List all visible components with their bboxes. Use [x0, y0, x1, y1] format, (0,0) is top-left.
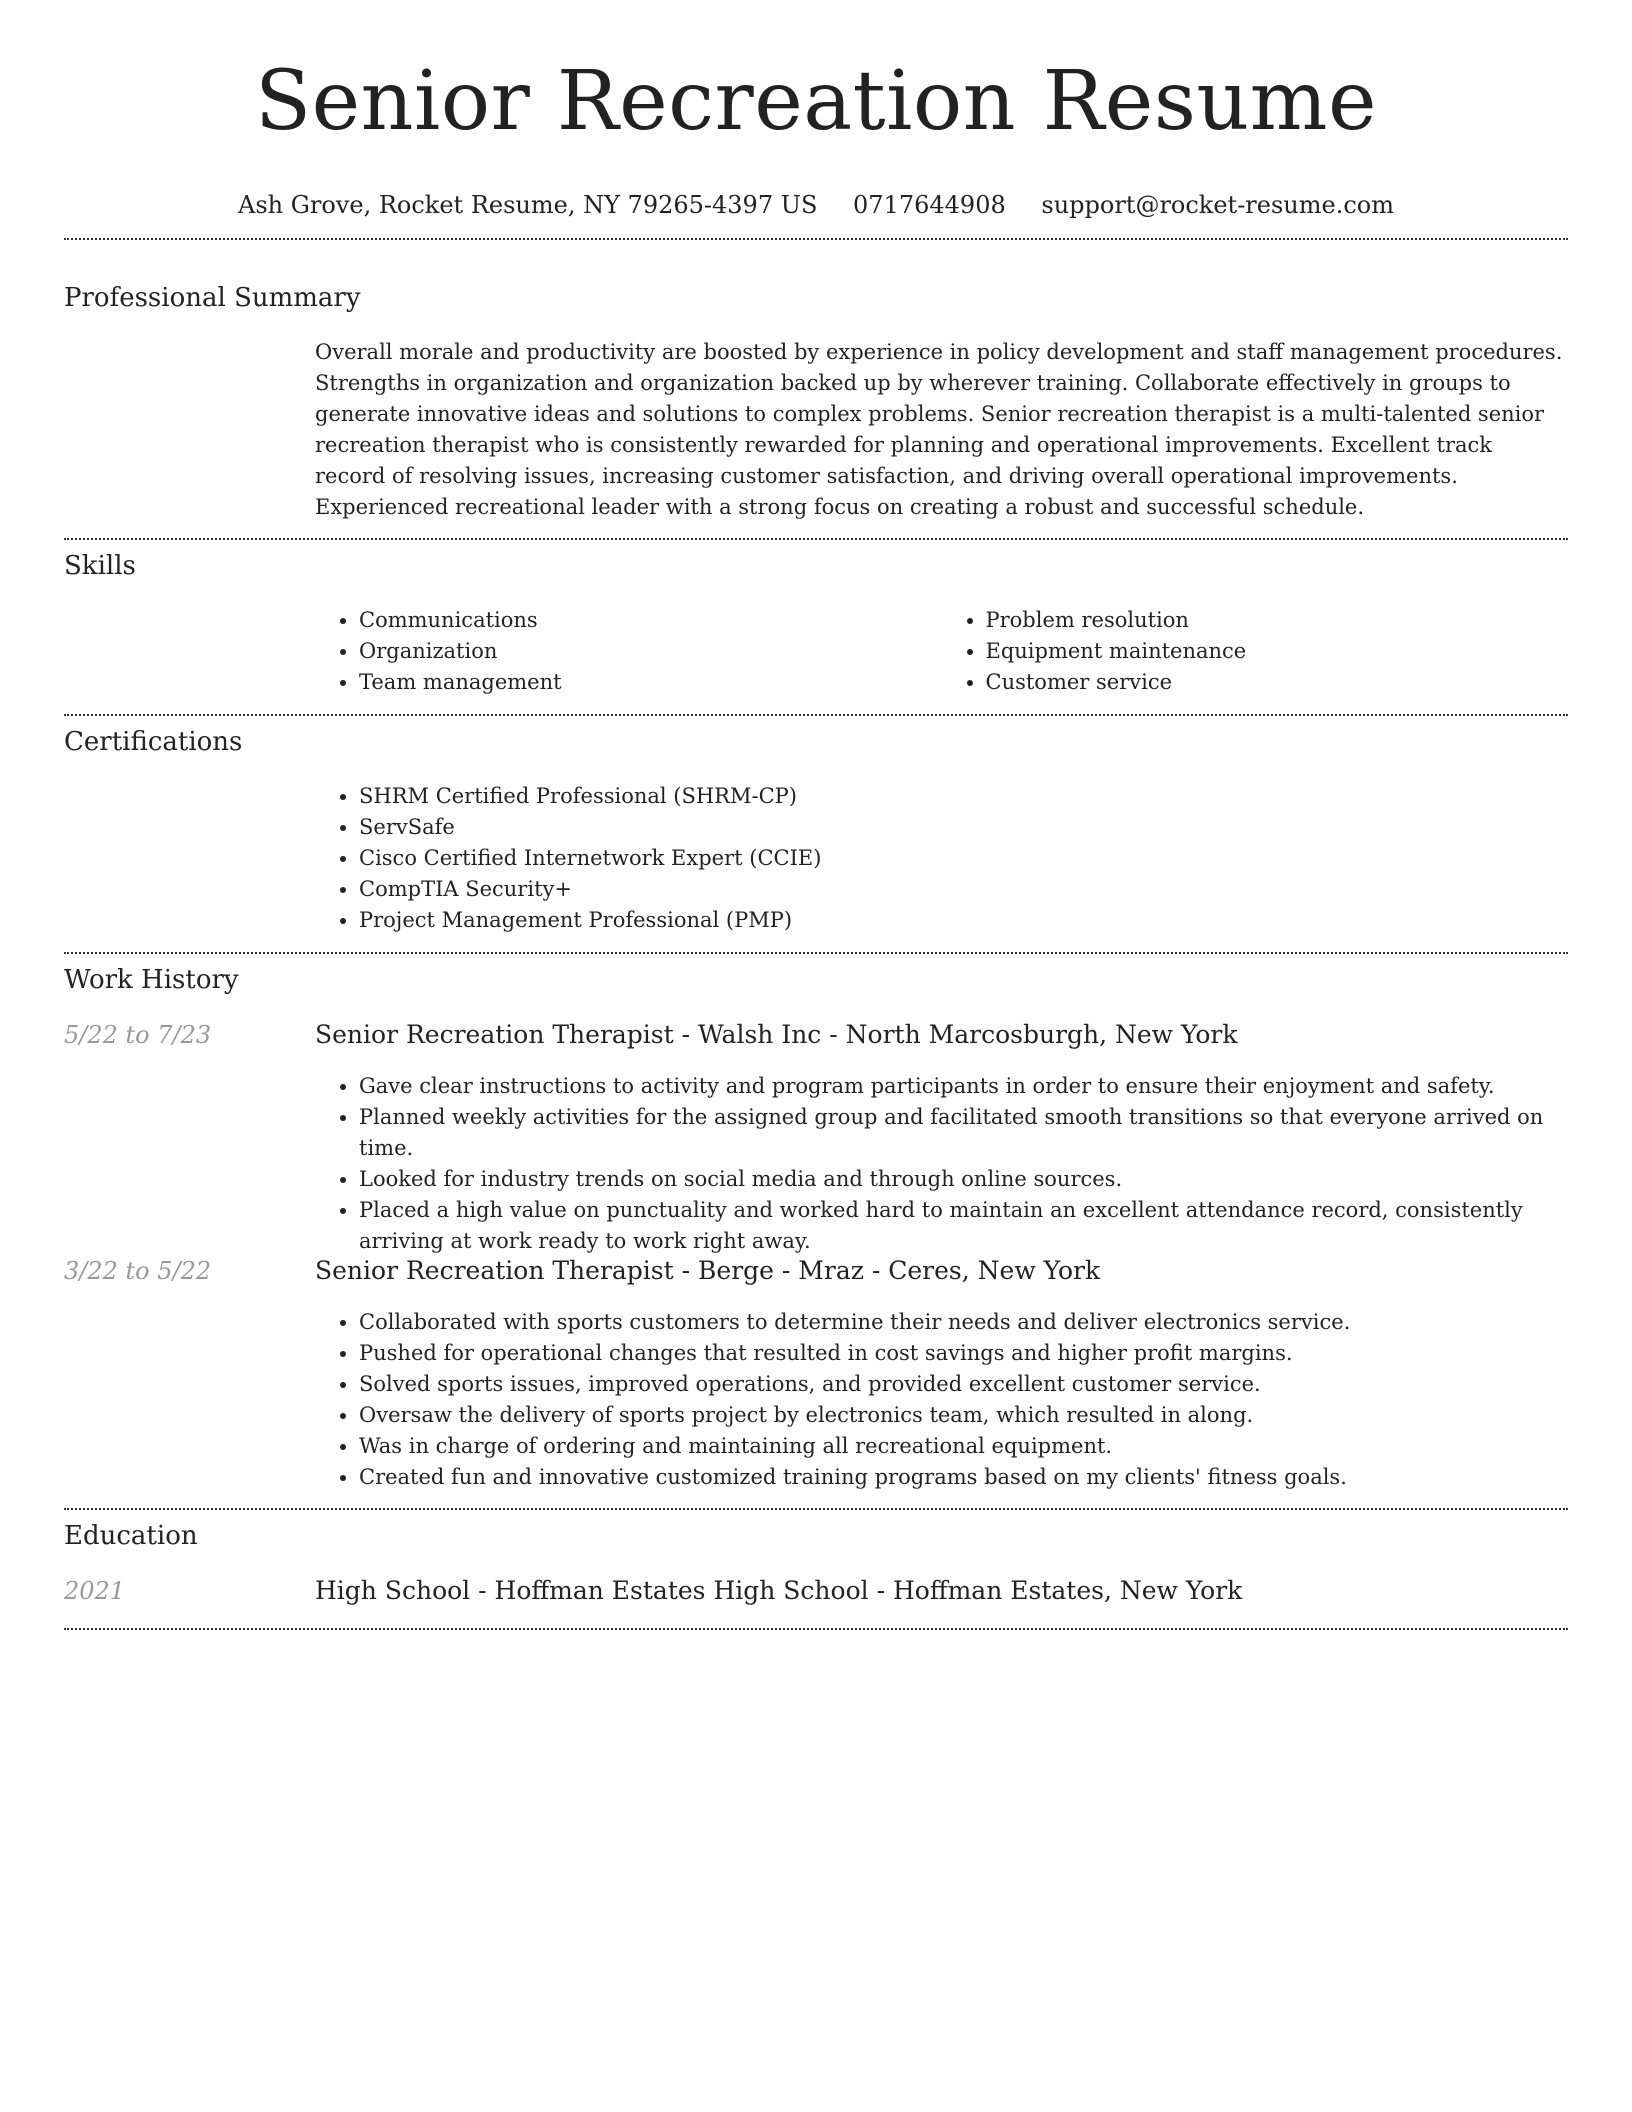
job-dates: 3/22 to 5/22: [64, 1257, 212, 1285]
contact-address: Ash Grove, Rocket Resume, NY 79265-4397 US: [237, 191, 818, 219]
divider: [64, 1508, 1568, 1510]
contact-phone: 0717644908: [853, 191, 1006, 219]
job-role: Senior Recreation Therapist: [315, 1020, 674, 1049]
skill-item: • Communications: [359, 605, 942, 636]
job-bullets: [315, 1307, 1568, 1493]
job-role: Senior Recreation Therapist: [315, 1256, 674, 1285]
job-bullets: [315, 1071, 1568, 1257]
job-dates: 5/22 to 7/23: [64, 1021, 212, 1049]
education-title: [315, 1576, 1242, 1605]
skill-item: • Organization: [359, 636, 942, 667]
certification-item: • SHRM Certified Professional (SHRM-CP): [359, 781, 1568, 812]
section-title-work: Work History: [64, 965, 239, 995]
skills-column-left: [315, 605, 942, 698]
certifications-list: [315, 781, 1568, 936]
skill-item: • Team management: [359, 667, 942, 698]
divider: [64, 714, 1568, 716]
contact-email: support@rocket-resume.com: [1041, 191, 1394, 219]
section-title-summary: Professional Summary: [64, 283, 361, 313]
divider: [64, 1628, 1568, 1630]
job-bullet: • Was in charge of ordering and maintaining all recreational equipment.: [359, 1431, 1568, 1462]
resume-title: Senior Recreation Resume: [254, 54, 1378, 149]
job-title: [315, 1020, 1238, 1049]
contact-line: [64, 190, 1568, 220]
summary-text: Overall morale and productivity are boosted by experience in policy development and staff management procedures. Strengths in organization and organization backed up by wherever training. Collaborate effectively in groups to generate innovative ideas and solutions to complex problems. Senior recreation therapist is a multi-talented senior recreation therapist who is consistently rewarded for planning and operational improvements. Excellent track record of resolving issues, increasing customer satisfaction, and driving overall operational improvements. Experienced recreational leader with a strong focus on creating a robust and successful schedule.: [315, 340, 1563, 519]
job-bullet: • Oversaw the delivery of sports project by electronics team, which resulted in along.: [359, 1400, 1568, 1431]
resume-page: [64, 0, 1568, 1605]
job-bullet: • Pushed for operational changes that resulted in cost savings and higher profit margins.: [359, 1338, 1568, 1369]
job-employer: - Berge - Mraz - Ceres, New York: [673, 1256, 1101, 1285]
certification-item: • CompTIA Security+: [359, 874, 1568, 905]
education-school: - Hoffman Estates High School - Hoffman Estates, New York: [470, 1576, 1243, 1605]
job-bullet: • Solved sports issues, improved operations, and provided excellent customer service.: [359, 1369, 1568, 1400]
job-bullet: • Planned weekly activities for the assigned group and facilitated smooth transitions so that everyone arrived on time.: [359, 1102, 1568, 1164]
education-entry: [64, 1576, 1568, 1605]
job-header: [64, 1256, 1568, 1285]
divider: [64, 238, 1568, 240]
certification-item: • Cisco Certified Internetwork Expert (CCIE): [359, 843, 1568, 874]
job-header: [64, 1020, 1568, 1049]
education-degree: High School: [315, 1576, 471, 1605]
skill-item: • Problem resolution: [986, 605, 1569, 636]
job-bullet: • Looked for industry trends on social media and through online sources.: [359, 1164, 1568, 1195]
section-title-education: Education: [64, 1521, 198, 1551]
job-bullet: • Gave clear instructions to activity and program participants in order to ensure their enjoyment and safety.: [359, 1071, 1568, 1102]
section-title-certifications: Certifications: [64, 727, 243, 757]
job-employer: - Walsh Inc - North Marcosburgh, New York: [673, 1020, 1238, 1049]
certification-item: • ServSafe: [359, 812, 1568, 843]
job-bullet: • Created fun and innovative customized training programs based on my clients' fitness goals.: [359, 1462, 1568, 1493]
skill-item: • Equipment maintenance: [986, 636, 1569, 667]
job-bullet: • Placed a high value on punctuality and worked hard to maintain an excellent attendance record, consistently arriving at work ready to work right away.: [359, 1195, 1568, 1257]
certification-item: • Project Management Professional (PMP): [359, 905, 1568, 936]
job-bullet: • Collaborated with sports customers to determine their needs and deliver electronics service.: [359, 1307, 1568, 1338]
divider: [64, 538, 1568, 540]
skills-column-right: [942, 605, 1569, 698]
job-title: [315, 1256, 1100, 1285]
section-title-skills: Skills: [64, 551, 136, 581]
skills-list: [315, 605, 1568, 698]
skill-item: • Customer service: [986, 667, 1569, 698]
divider: [64, 952, 1568, 954]
education-year: 2021: [64, 1577, 126, 1605]
